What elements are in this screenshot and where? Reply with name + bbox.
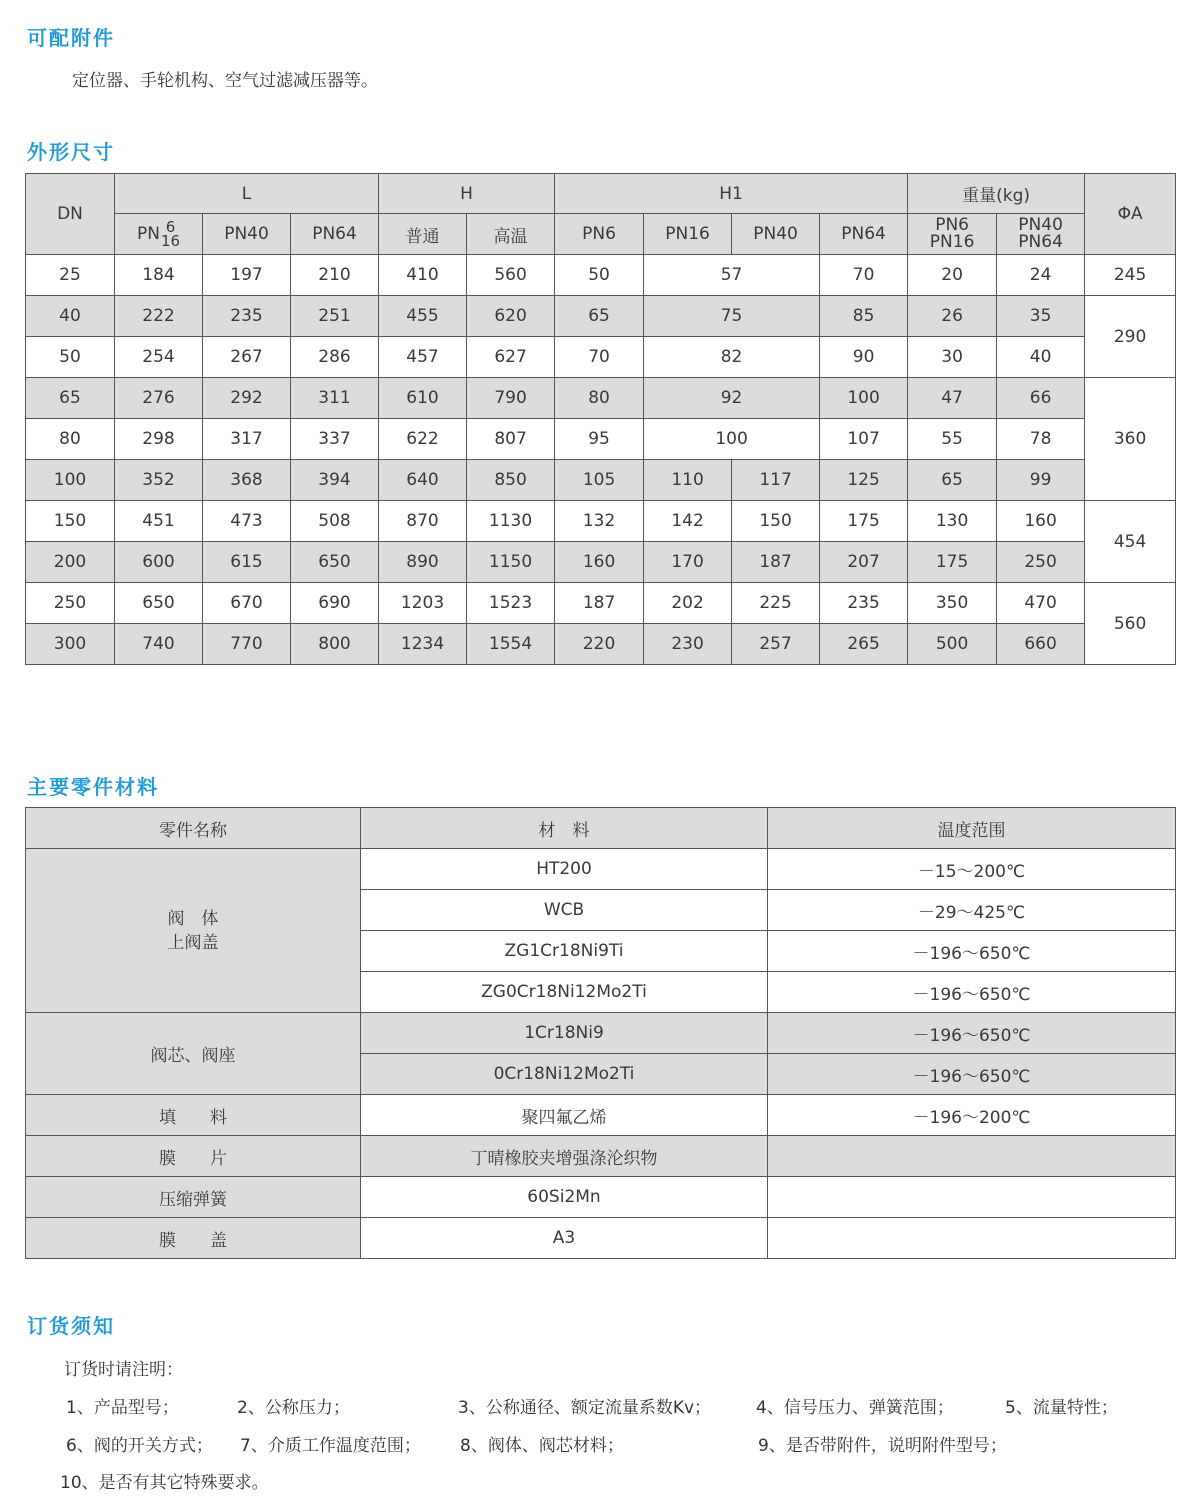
ordering-intro: 订货时请注明：	[64, 1360, 183, 1380]
h1-cell: 142	[644, 501, 732, 542]
dn-cell: 200	[26, 542, 115, 583]
h1-cell: 75	[644, 296, 820, 337]
pn-label: PN	[136, 224, 160, 244]
h1-cell: 50	[555, 255, 644, 296]
l-cell: 251	[291, 296, 379, 337]
weight-cell: 250	[997, 542, 1085, 583]
phi-a-cell: 454	[1085, 501, 1176, 583]
l-cell: 800	[291, 624, 379, 665]
h-cell: 640	[379, 460, 467, 501]
dn-cell: 50	[26, 337, 115, 378]
weight-cell: 40	[997, 337, 1085, 378]
weight-cell: 26	[908, 296, 997, 337]
dn-cell: 25	[26, 255, 115, 296]
accessories-text: 定位器、手轮机构、空气过滤减压器等。	[72, 71, 378, 91]
diaphragm-part: 膜 片	[26, 1136, 361, 1177]
h1-pn16-header: PN16	[644, 214, 732, 255]
h1-cell: 225	[732, 583, 820, 624]
h1-cell: 257	[732, 624, 820, 665]
h1-cell: 57	[644, 255, 820, 296]
h-normal-header: 普通	[379, 214, 467, 255]
temp-cell	[768, 1177, 1176, 1218]
weight-cell: 55	[908, 419, 997, 460]
weight-cell: 160	[997, 501, 1085, 542]
h-cell: 870	[379, 501, 467, 542]
h1-cell: 82	[644, 337, 820, 378]
h-cell: 1234	[379, 624, 467, 665]
l-cell: 276	[115, 378, 203, 419]
h1-cell: 117	[732, 460, 820, 501]
h1-cell: 187	[732, 542, 820, 583]
l-pn64-header: PN64	[291, 214, 379, 255]
table-row	[26, 378, 1176, 419]
h1-pn64-header: PN64	[820, 214, 908, 255]
weight-cell: 78	[997, 419, 1085, 460]
l-cell: 740	[115, 624, 203, 665]
dn-header: DN	[26, 174, 115, 255]
temp-cell: －196～650℃	[768, 972, 1176, 1013]
ordering-heading: 订货须知	[27, 1314, 115, 1338]
diaphragm-cover-part: 膜 盖	[26, 1218, 361, 1259]
weight-cell: 35	[997, 296, 1085, 337]
accessories-heading: 可配附件	[27, 26, 115, 50]
h1-cell: 80	[555, 378, 644, 419]
ordering-item-8: 8、阀体、阀芯材料；	[460, 1436, 624, 1456]
material-cell: 丁晴橡胶夹增强涤沦织物	[361, 1136, 768, 1177]
h-cell: 850	[467, 460, 555, 501]
weight-cell: 660	[997, 624, 1085, 665]
h1-cell: 85	[820, 296, 908, 337]
ordering-item-9: 9、是否带附件，说明附件型号；	[758, 1436, 1007, 1456]
pn-bottom: 16	[160, 232, 181, 250]
weight-cell: 65	[908, 460, 997, 501]
h-high-header: 高温	[467, 214, 555, 255]
h1-cell: 235	[820, 583, 908, 624]
h1-cell: 230	[644, 624, 732, 665]
l-cell: 600	[115, 542, 203, 583]
h1-pn6-header: PN6	[555, 214, 644, 255]
h1-header: H1	[555, 174, 908, 214]
l-cell: 394	[291, 460, 379, 501]
weight-cell: 175	[908, 542, 997, 583]
weight-header: 重量(kg)	[908, 174, 1085, 214]
l-cell: 650	[291, 542, 379, 583]
phi-a-header: ΦA	[1085, 174, 1176, 255]
material-header: 材 料	[361, 808, 768, 849]
table-row	[26, 583, 1176, 624]
temp-cell: －196～650℃	[768, 1054, 1176, 1095]
temp-cell: －196～650℃	[768, 931, 1176, 972]
h1-cell: 220	[555, 624, 644, 665]
h1-cell: 170	[644, 542, 732, 583]
l-cell: 352	[115, 460, 203, 501]
h-cell: 1150	[467, 542, 555, 583]
material-cell: WCB	[361, 890, 768, 931]
ordering-item-10: 10、是否有其它特殊要求。	[60, 1473, 269, 1493]
l-cell: 690	[291, 583, 379, 624]
ordering-item-7: 7、介质工作温度范围；	[240, 1436, 421, 1456]
table-row	[26, 849, 1176, 890]
weight-pn6-16-header	[908, 214, 997, 255]
h-cell: 457	[379, 337, 467, 378]
weight-cell: 500	[908, 624, 997, 665]
body-bonnet-part	[26, 849, 361, 1013]
table-row	[26, 501, 1176, 542]
dimensions-heading: 外形尺寸	[27, 140, 115, 164]
h1-cell: 107	[820, 419, 908, 460]
h-cell: 620	[467, 296, 555, 337]
weight-b-line2: PN64	[1018, 231, 1063, 252]
ordering-item-3: 3、公称通径、额定流量系数Kv；	[458, 1398, 712, 1418]
l-cell: 770	[203, 624, 291, 665]
l-cell: 197	[203, 255, 291, 296]
dn-cell: 40	[26, 296, 115, 337]
l-cell: 670	[203, 583, 291, 624]
weight-cell: 350	[908, 583, 997, 624]
l-cell: 451	[115, 501, 203, 542]
h1-cell: 92	[644, 378, 820, 419]
material-cell: ZG0Cr18Ni12Mo2Ti	[361, 972, 768, 1013]
l-cell: 298	[115, 419, 203, 460]
h-cell: 1554	[467, 624, 555, 665]
l-cell: 235	[203, 296, 291, 337]
table-row	[26, 460, 1176, 501]
dn-cell: 150	[26, 501, 115, 542]
h-cell: 1130	[467, 501, 555, 542]
ordering-item-5: 5、流量特性；	[1005, 1398, 1118, 1418]
table-row	[26, 1218, 1176, 1259]
materials-heading: 主要零件材料	[27, 775, 159, 799]
ordering-item-6: 6、阀的开关方式；	[66, 1436, 213, 1456]
materials-table	[25, 807, 1176, 1259]
phi-a-cell: 290	[1085, 296, 1176, 378]
weight-b-line1: PN40	[1018, 214, 1063, 235]
l-header: L	[115, 174, 379, 214]
h1-cell: 160	[555, 542, 644, 583]
weight-a-line1: PN6	[935, 214, 969, 235]
dn-cell: 65	[26, 378, 115, 419]
bonnet-part-label: 上阀盖	[167, 932, 219, 953]
l-cell: 473	[203, 501, 291, 542]
h-cell: 627	[467, 337, 555, 378]
h-cell: 1203	[379, 583, 467, 624]
h1-cell: 175	[820, 501, 908, 542]
h1-cell: 70	[555, 337, 644, 378]
h1-cell: 207	[820, 542, 908, 583]
material-cell: 0Cr18Ni12Mo2Ti	[361, 1054, 768, 1095]
h1-cell: 105	[555, 460, 644, 501]
dn-cell: 250	[26, 583, 115, 624]
dimensions-table	[25, 173, 1176, 665]
weight-cell: 66	[997, 378, 1085, 419]
table-row	[26, 255, 1176, 296]
dn-cell: 300	[26, 624, 115, 665]
part-name-header: 零件名称	[26, 808, 361, 849]
temp-cell: －15～200℃	[768, 849, 1176, 890]
h1-cell: 125	[820, 460, 908, 501]
weight-cell: 99	[997, 460, 1085, 501]
h1-cell: 100	[644, 419, 820, 460]
l-pn40-header: PN40	[203, 214, 291, 255]
table-row	[26, 296, 1176, 337]
l-cell: 184	[115, 255, 203, 296]
ordering-item-2: 2、公称压力；	[237, 1398, 350, 1418]
h-cell: 622	[379, 419, 467, 460]
weight-cell: 130	[908, 501, 997, 542]
table-row	[26, 1177, 1176, 1218]
h-cell: 807	[467, 419, 555, 460]
packing-part: 填 料	[26, 1095, 361, 1136]
table-row	[26, 624, 1176, 665]
dn-cell: 100	[26, 460, 115, 501]
h-header: H	[379, 174, 555, 214]
weight-cell: 30	[908, 337, 997, 378]
l-cell: 337	[291, 419, 379, 460]
h-cell: 560	[467, 255, 555, 296]
temp-cell	[768, 1218, 1176, 1259]
l-cell: 615	[203, 542, 291, 583]
table-row	[26, 1136, 1176, 1177]
temp-range-header: 温度范围	[768, 808, 1176, 849]
plug-seat-part: 阀芯、阀座	[26, 1013, 361, 1095]
weight-a-line2: PN16	[929, 231, 975, 252]
h1-pn40-header: PN40	[732, 214, 820, 255]
h1-cell: 70	[820, 255, 908, 296]
temp-cell	[768, 1136, 1176, 1177]
table-row	[26, 419, 1176, 460]
pn-top: 6	[165, 218, 176, 236]
weight-cell: 470	[997, 583, 1085, 624]
material-cell: ZG1Cr18Ni9Ti	[361, 931, 768, 972]
l-cell: 368	[203, 460, 291, 501]
l-cell: 317	[203, 419, 291, 460]
phi-a-cell: 560	[1085, 583, 1176, 665]
h-cell: 610	[379, 378, 467, 419]
ordering-item-4: 4、信号压力、弹簧范围；	[756, 1398, 954, 1418]
l-cell: 311	[291, 378, 379, 419]
h-cell: 1523	[467, 583, 555, 624]
h1-cell: 65	[555, 296, 644, 337]
weight-cell: 20	[908, 255, 997, 296]
weight-cell: 24	[997, 255, 1085, 296]
h1-cell: 150	[732, 501, 820, 542]
weight-cell: 47	[908, 378, 997, 419]
h1-cell: 95	[555, 419, 644, 460]
h1-cell: 100	[820, 378, 908, 419]
spring-part: 压缩弹簧	[26, 1177, 361, 1218]
table-row	[26, 542, 1176, 583]
l-cell: 222	[115, 296, 203, 337]
table-row	[26, 337, 1176, 378]
material-cell: 60Si2Mn	[361, 1177, 768, 1218]
h1-cell: 187	[555, 583, 644, 624]
body-part-label: 阀 体	[167, 908, 219, 929]
h1-cell: 90	[820, 337, 908, 378]
h1-cell: 202	[644, 583, 732, 624]
phi-a-cell: 360	[1085, 378, 1176, 501]
ordering-item-1: 1、产品型号；	[66, 1398, 179, 1418]
l-cell: 508	[291, 501, 379, 542]
temp-cell: －196～200℃	[768, 1095, 1176, 1136]
temp-cell: －196～650℃	[768, 1013, 1176, 1054]
h1-cell: 265	[820, 624, 908, 665]
l-cell: 210	[291, 255, 379, 296]
l-cell: 254	[115, 337, 203, 378]
l-pn6-16-header	[115, 214, 203, 255]
table-row	[26, 1095, 1176, 1136]
material-cell: 1Cr18Ni9	[361, 1013, 768, 1054]
l-cell: 292	[203, 378, 291, 419]
dn-cell: 80	[26, 419, 115, 460]
h1-cell: 132	[555, 501, 644, 542]
h1-cell: 110	[644, 460, 732, 501]
material-cell: HT200	[361, 849, 768, 890]
weight-pn40-64-header	[997, 214, 1085, 255]
h-cell: 455	[379, 296, 467, 337]
h-cell: 410	[379, 255, 467, 296]
l-cell: 286	[291, 337, 379, 378]
h-cell: 790	[467, 378, 555, 419]
material-cell: A3	[361, 1218, 768, 1259]
material-cell: 聚四氟乙烯	[361, 1095, 768, 1136]
temp-cell: －29～425℃	[768, 890, 1176, 931]
table-row	[26, 1013, 1176, 1054]
h-cell: 890	[379, 542, 467, 583]
l-cell: 650	[115, 583, 203, 624]
l-cell: 267	[203, 337, 291, 378]
phi-a-cell: 245	[1085, 255, 1176, 296]
